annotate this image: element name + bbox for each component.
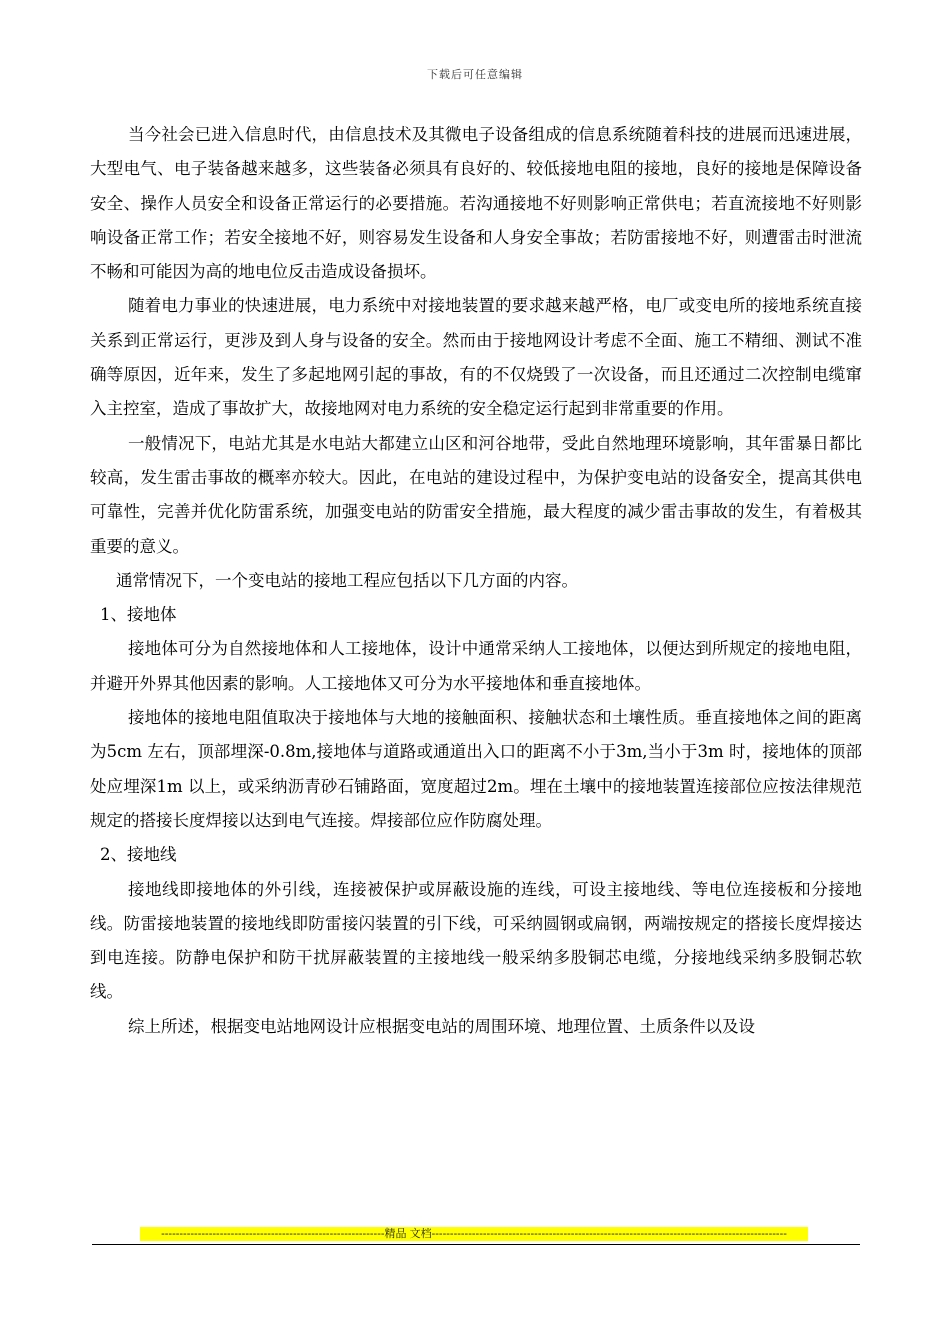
section-heading-grounding-wire: 2、接地线 xyxy=(100,845,177,865)
paragraph-intro: 当今社会已进入信息时代，由信息技术及其微电子设备组成的信息系统随着科技的进展而迅速进展，大型电气、电子装备越来越多，这些装备必须具有良好的、较低接地电阻的接地，良好的接地是保障设备安全、操作人员安全和设备正常运行的必要措施。若沟通接地不好则影响正常供电；若直流接地不好则影响设备正常工作；若安全接地不好，则容易发生设备和人身安全事故；若防雷接地不好，则遭雷击时泄流不畅和可能因为高的地电位反击造成设备损坏。 xyxy=(90,125,862,282)
paragraph-lightning-risk: 一般情况下，电站尤其是水电站大都建立山区和河谷地带，受此自然地理环境影响，其年雷暴日都比较高，发生雷击事故的概率亦较大。因此，在电站的建设过程中，为保护变电站的设备安全，提高其供电可靠性，完善并优化防雷系统，加强变电站的防雷安全措施，最大程度的减少雷击事故的发生，有着极其重要的意义。 xyxy=(90,433,862,556)
paragraph-power-development: 随着电力事业的快速进展，电力系统中对接地装置的要求越来越严格，电厂或变电所的接地系统直接关系到正常运行，更涉及到人身与设备的安全。然而由于接地网设计考虑不全面、施工不精细、测试不准确等原因，近年来，发生了多起地网引起的事故，有的不仅烧毁了一次设备，而且还通过二次控制电缆窜入主控室，造成了事故扩大，故接地网对电力系统的安全稳定运行起到非常重要的作用。 xyxy=(90,296,862,419)
footer-label: 精品 文档 xyxy=(384,1228,432,1240)
header-note: 下载后可任意编辑 xyxy=(427,68,523,81)
footer-dashes-left: ------------------------------------------------------------- xyxy=(161,1228,385,1240)
paragraph-grounding-body-types: 接地体可分为自然接地体和人工接地体，设计中通常采纳人工接地体，以便达到所规定的接地电阻，并避开外界其他因素的影响。人工接地体又可分为水平接地体和垂直接地体。 xyxy=(90,639,862,693)
section-heading-grounding-body: 1、接地体 xyxy=(100,605,177,625)
footer-divider xyxy=(92,1244,860,1245)
paragraph-grounding-resistance: 接地体的接地电阻值取决于接地体与大地的接触面积、接触状态和土壤性质。垂直接地体之间的距离为5cm 左右，顶部埋深-0.8m,接地体与道路或通道出入口的距离不小于3m,当小于3m 时，接地体的顶部处应埋深1m 以上，或采纳沥青砂石铺路面，宽度超过2m。埋在土壤中的接地装置连接部位应按法律规范规定的搭接长度焊接以达到电气连接。焊接部位应作防腐处理。 xyxy=(90,708,862,830)
paragraph-summary: 综上所述，根据变电站地网设计应根据变电站的周围环境、地理位置、土质条件以及设 xyxy=(128,1016,755,1036)
paragraph-grounding-scope: 通常情况下，一个变电站的接地工程应包括以下几方面的内容。 xyxy=(116,570,578,590)
footer-banner xyxy=(140,1227,808,1241)
paragraph-grounding-wire: 接地线即接地体的外引线，连接被保护或屏蔽设施的连线，可设主接地线、等电位连接板和分接地线。防雷接地装置的接地线即防雷接闪装置的引下线，可采纳圆钢或扁钢，两端按规定的搭接长度焊接达到电连接。防静电保护和防干扰屏蔽装置的主接地线一般采纳多股铜芯电缆，分接地线采纳多股铜芯软线。 xyxy=(90,879,862,1002)
document-body xyxy=(90,118,862,1044)
footer-dashes-right: ------------------------------------------------------------------------------------------------- xyxy=(431,1228,787,1240)
